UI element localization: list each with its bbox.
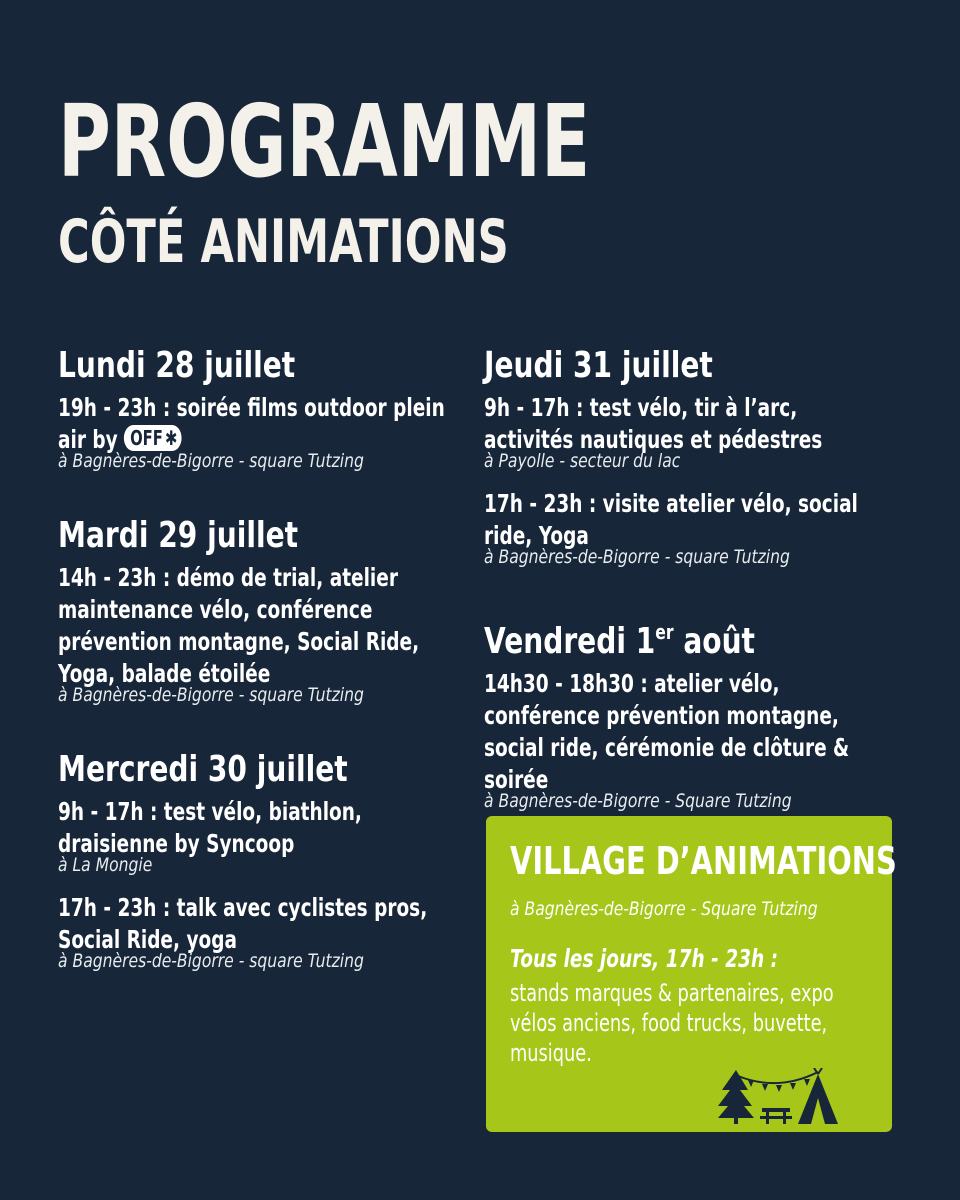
activity-text: 14h30 - 18h30 : atelier vélo, conférence prévention montagne, social ride, cérémonie de clôture & soirée [484, 669, 850, 794]
village-location: à Bagnères-de-Bigorre - Square Tutzing [510, 898, 818, 920]
right-column [484, 344, 904, 854]
activity-item [58, 796, 478, 878]
asterisk-icon: ✱ [165, 426, 178, 450]
activity-location: à Payolle - secteur du lac [484, 450, 681, 472]
activity-location: à Bagnères-de-Bigorre - square Tutzing [58, 684, 364, 706]
activity-item [484, 392, 904, 474]
page-subtitle: CÔTÉ ANIMATIONS [58, 207, 509, 277]
activity-location: à Bagnères-de-Bigorre - square Tutzing [58, 950, 364, 972]
day-heading [484, 610, 812, 664]
day-thursday [484, 344, 904, 570]
activity-text: 17h - 23h : talk avec cyclistes pros, Social Ride, yoga [58, 893, 428, 954]
day-heading: Jeudi 31 juillet [484, 345, 713, 386]
activity-location: à Bagnères-de-Bigorre - Square Tutzing [484, 790, 792, 812]
day-wednesday [58, 748, 478, 974]
day-monday [58, 344, 478, 474]
activity-text: 9h - 17h : test vélo, tir à l’arc, activités nautiques et pédestres [484, 393, 823, 454]
day-tuesday [58, 514, 478, 708]
activity-location: à Bagnères-de-Bigorre - square Tutzing [58, 450, 364, 472]
day-heading-ordinal: er [655, 620, 674, 644]
day-heading: Lundi 28 juillet [58, 345, 296, 386]
activity-item [484, 668, 904, 814]
village-panel [486, 816, 897, 1132]
activity-text: 17h - 23h : visite atelier vélo, social ride, Yoga [484, 489, 858, 550]
activity-item [58, 392, 478, 474]
day-heading-main: Vendredi 1 [484, 621, 656, 662]
day-heading: Mardi 29 juillet [58, 515, 299, 556]
day-friday [484, 610, 904, 814]
activity-description: 19h - 23h : soirée films outdoor plein air by [58, 393, 445, 454]
activity-location: à La Mongie [58, 854, 153, 876]
activity-text: 9h - 17h : test vélo, biathlon, draisienne by Syncoop [58, 797, 362, 858]
activity-text [58, 392, 458, 456]
village-title: VILLAGE D’ANIMATIONS [510, 839, 897, 883]
left-column [58, 344, 478, 1014]
page-title: PROGRAMME [58, 83, 591, 200]
activity-item [58, 892, 478, 974]
activity-location: à Bagnères-de-Bigorre - square Tutzing [484, 546, 790, 568]
village-schedule: Tous les jours, 17h - 23h : [510, 944, 778, 973]
activity-item [58, 562, 478, 708]
activity-text: 14h - 23h : démo de trial, atelier maintenance vélo, conférence prévention montagne, Social Ride, Yoga, balade étoilée [58, 563, 420, 688]
activity-item [484, 488, 904, 570]
village-description: stands marques & partenaires, expo vélos anciens, food trucks, buvette, musique. [510, 979, 834, 1067]
off-badge-label: OFF [130, 426, 163, 450]
day-heading: Mercredi 30 juillet [58, 749, 348, 790]
campsite-icon [718, 1068, 848, 1124]
day-heading-month: août [673, 621, 755, 662]
